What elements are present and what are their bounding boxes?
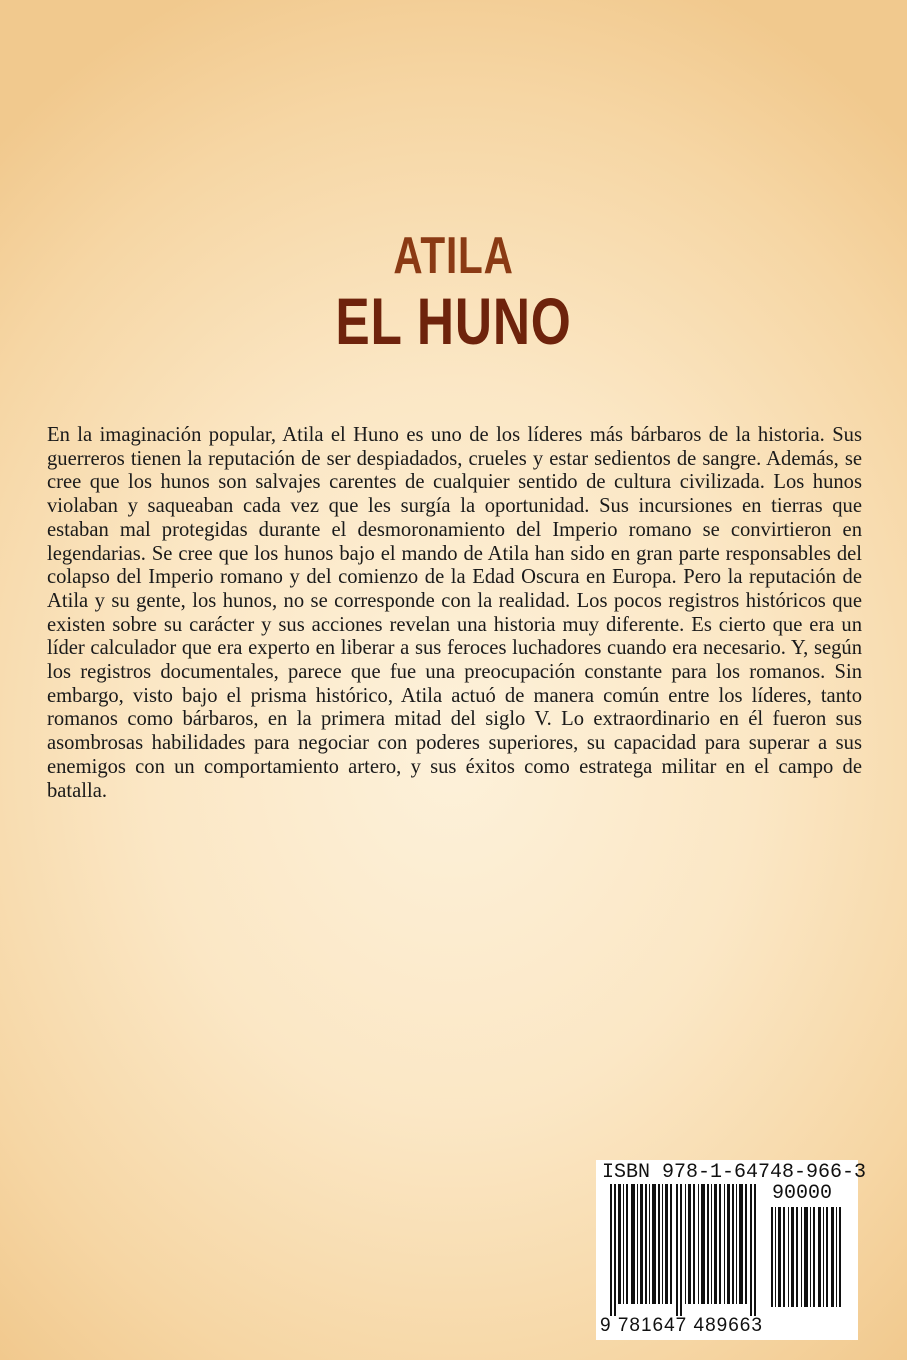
title-line-1: ATILA [393, 227, 514, 285]
title-line-2: EL HUNO [335, 284, 572, 358]
ean-digits: 9 781647 489663 [600, 1315, 763, 1336]
ean-barcode [610, 1184, 760, 1316]
price-code: 90000 [772, 1182, 833, 1205]
price-addon-barcode [771, 1207, 843, 1307]
barcode-panel [596, 1160, 867, 1340]
book-title [0, 228, 907, 356]
isbn-label: ISBN 978-1-64748-966-3 [602, 1161, 867, 1184]
back-cover-blurb: En la imaginación popular, Atila el Huno es uno de los líderes más bárbaros de la historia. Sus guerreros tienen la reputación de ser despiadados, crueles y estar sedientos de sangre. Además, se cree que los hunos son salvajes carentes de cualquier sentido de cultura civilizada. Los hunos violaban y saqueaban cada vez que les surgía la oportunidad. Sus incursiones en tierras que estaban mal protegidas durante el desmoronamiento del Imperio romano se convirtieron en legendarias. Se cree que los hunos bajo el mando de Atila han sido en gran parte responsables del colapso del Imperio romano y del comienzo de la Edad Oscura en Europa. Pero la reputación de Atila y su gente, los hunos, no se corresponde con la realidad. Los pocos registros históricos que existen sobre su carácter y sus acciones revelan una historia muy diferente. Es cierto que era un líder calculador que era experto en liberar a sus feroces luchadores cuando era necesario. Y, según los registros documentales, parece que fue una preocupación constante para los romanos. Sin embargo, visto bajo el prisma histórico, Atila actuó de manera común entre los líderes, tanto romanos como bárbaros, en la primera mitad del siglo V. Lo extraordinario en él fueron sus asombrosas habilidades para negociar con poderes superiores, su capacidad para superar a sus enemigos con un comportamiento artero, y sus éxitos como estratega militar en el campo de batalla. [47, 424, 862, 802]
